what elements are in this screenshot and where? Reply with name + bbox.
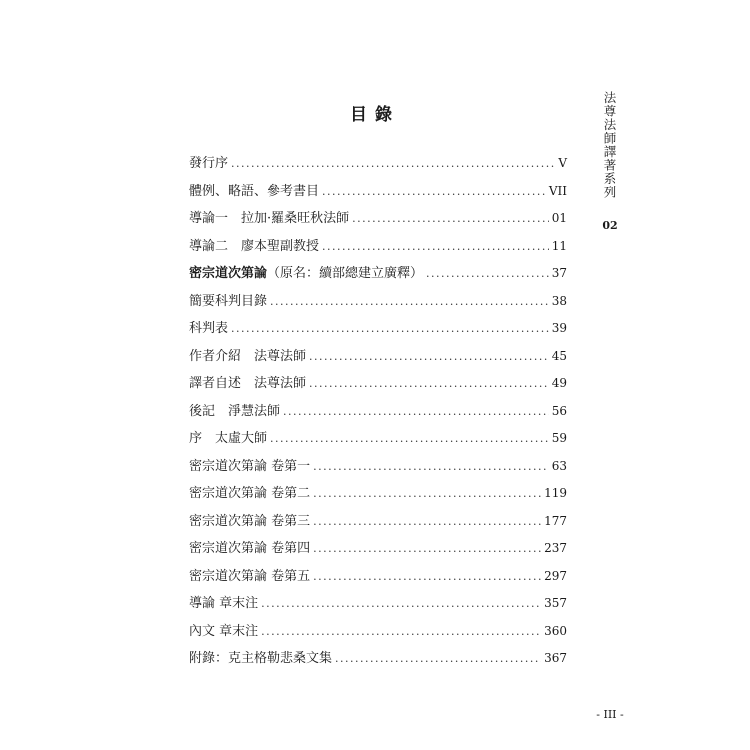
toc-entry-label: 導論二 廖本聖副教授 [189, 238, 320, 254]
toc-dot-leader [231, 157, 555, 170]
toc-dot-leader [283, 405, 549, 418]
toc-dot-leader [352, 212, 549, 225]
toc-entry [189, 427, 567, 455]
toc-entry-label: 作者介紹 法尊法師 [189, 348, 307, 364]
toc-dot-leader [309, 377, 549, 390]
toc-entry-page: 39 [551, 321, 567, 335]
toc-entry-title [189, 592, 258, 611]
toc-entry [189, 620, 567, 648]
toc-entry-title [189, 400, 280, 419]
toc-entry-label: 科判表 [189, 321, 229, 336]
toc-dot-leader [313, 487, 541, 500]
toc-entry-page: 49 [551, 376, 567, 390]
toc-entry [189, 372, 567, 400]
toc-entry-title [189, 152, 228, 171]
toc-entry [189, 592, 567, 620]
toc-entry-label: 密宗道次第論 卷第五 [189, 568, 311, 584]
toc-entry [189, 207, 567, 235]
toc-entry [189, 262, 567, 290]
toc-entry-label: 密宗道次第論 卷第四 [189, 541, 311, 556]
toc-entry-page: 63 [551, 458, 567, 473]
toc-entry-title [189, 455, 310, 474]
toc-entry-page: 297 [544, 568, 567, 583]
toc-entry [189, 345, 567, 373]
toc-entry [189, 290, 567, 318]
toc-entry-page: 177 [544, 513, 567, 528]
toc-entry-title [189, 647, 332, 666]
toc-entry-page: 59 [551, 431, 567, 445]
toc-entry-page: VII [548, 183, 567, 198]
toc-dot-leader [270, 432, 549, 445]
toc-entry-label: 發行序 [189, 156, 229, 171]
toc-entry [189, 317, 567, 345]
toc-entry-title [189, 180, 319, 199]
toc-entry [189, 565, 567, 593]
toc-entry-label: 體例、略語、參考書目 [189, 183, 320, 199]
toc-entry-title [189, 565, 310, 584]
page-number: - III - [596, 708, 624, 721]
toc-entry-page: 56 [551, 403, 567, 418]
toc-dot-leader [261, 625, 541, 638]
toc-entry-label: 密宗道次第論 卷第三 [189, 513, 311, 529]
toc-dot-leader [309, 350, 549, 363]
toc-dot-leader [313, 570, 541, 583]
toc-entry-page: 45 [551, 348, 567, 363]
toc-entry-title [189, 345, 306, 364]
toc-entry [189, 455, 567, 483]
toc-entry [189, 180, 567, 208]
toc-dot-leader [322, 240, 549, 253]
toc-entry [189, 510, 567, 538]
toc-entry-label: 譯者自述 法尊法師 [189, 376, 307, 391]
table-of-contents [189, 152, 567, 675]
toc-entry-label: 後記 淨慧法師 [189, 403, 281, 419]
toc-entry-title [189, 290, 267, 309]
toc-entry-label: 密宗道次第論 卷第二 [189, 486, 311, 501]
toc-entry-page: 11 [551, 238, 567, 253]
series-number: 02 [602, 219, 618, 232]
toc-entry-bold-title: 密宗道次第論 [189, 266, 268, 281]
toc-entry-title [189, 537, 310, 556]
toc-dot-leader [426, 267, 549, 280]
toc-entry-page: 01 [551, 211, 567, 225]
toc-entry-label: 序 太虛大師 [189, 431, 268, 446]
toc-entry-title [189, 482, 310, 501]
toc-entry-title [189, 427, 267, 446]
toc-entry-label: 導論 章末注 [189, 596, 259, 611]
toc-entry-title [189, 510, 310, 529]
toc-entry-page: 360 [544, 623, 567, 638]
toc-entry-label: （原名：續部總建立廣釋） [267, 266, 424, 281]
toc-entry [189, 647, 567, 675]
toc-entry-page: V [558, 156, 567, 170]
toc-entry-page: 119 [544, 486, 567, 500]
toc-entry [189, 482, 567, 510]
toc-entry-title [189, 235, 319, 254]
toc-entry [189, 400, 567, 428]
toc-entry [189, 152, 567, 180]
toc-entry-title [189, 620, 258, 639]
series-title: 法尊法師譯著系列 [602, 91, 617, 199]
toc-entry-title [189, 207, 349, 226]
toc-entry-title [189, 317, 228, 336]
toc-entry-title [189, 262, 423, 281]
toc-dot-leader [335, 652, 541, 665]
toc-dot-leader [313, 515, 541, 528]
page-title: 目錄 [350, 105, 400, 125]
toc-dot-leader [313, 542, 541, 555]
toc-entry-label: 簡要科判目錄 [189, 293, 268, 309]
toc-dot-leader [270, 295, 549, 308]
toc-dot-leader [313, 460, 549, 473]
toc-entry-label: 內文 章末注 [189, 623, 259, 639]
toc-entry-page: 357 [544, 596, 567, 610]
toc-dot-leader [261, 597, 541, 610]
toc-entry [189, 235, 567, 263]
toc-entry-page: 367 [544, 651, 567, 665]
toc-entry-label: 導論一 拉加·羅桑旺秋法師 [189, 211, 350, 226]
toc-entry-title [189, 372, 306, 391]
toc-entry-label: 附錄：克主格勒悲桑文集 [189, 651, 333, 666]
toc-entry-page: 37 [551, 266, 567, 280]
toc-entry-page: 38 [551, 293, 567, 308]
toc-dot-leader [231, 322, 549, 335]
toc-entry-page: 237 [544, 541, 567, 555]
toc-entry [189, 537, 567, 565]
toc-dot-leader [322, 185, 546, 198]
toc-entry-label: 密宗道次第論 卷第一 [189, 458, 311, 474]
